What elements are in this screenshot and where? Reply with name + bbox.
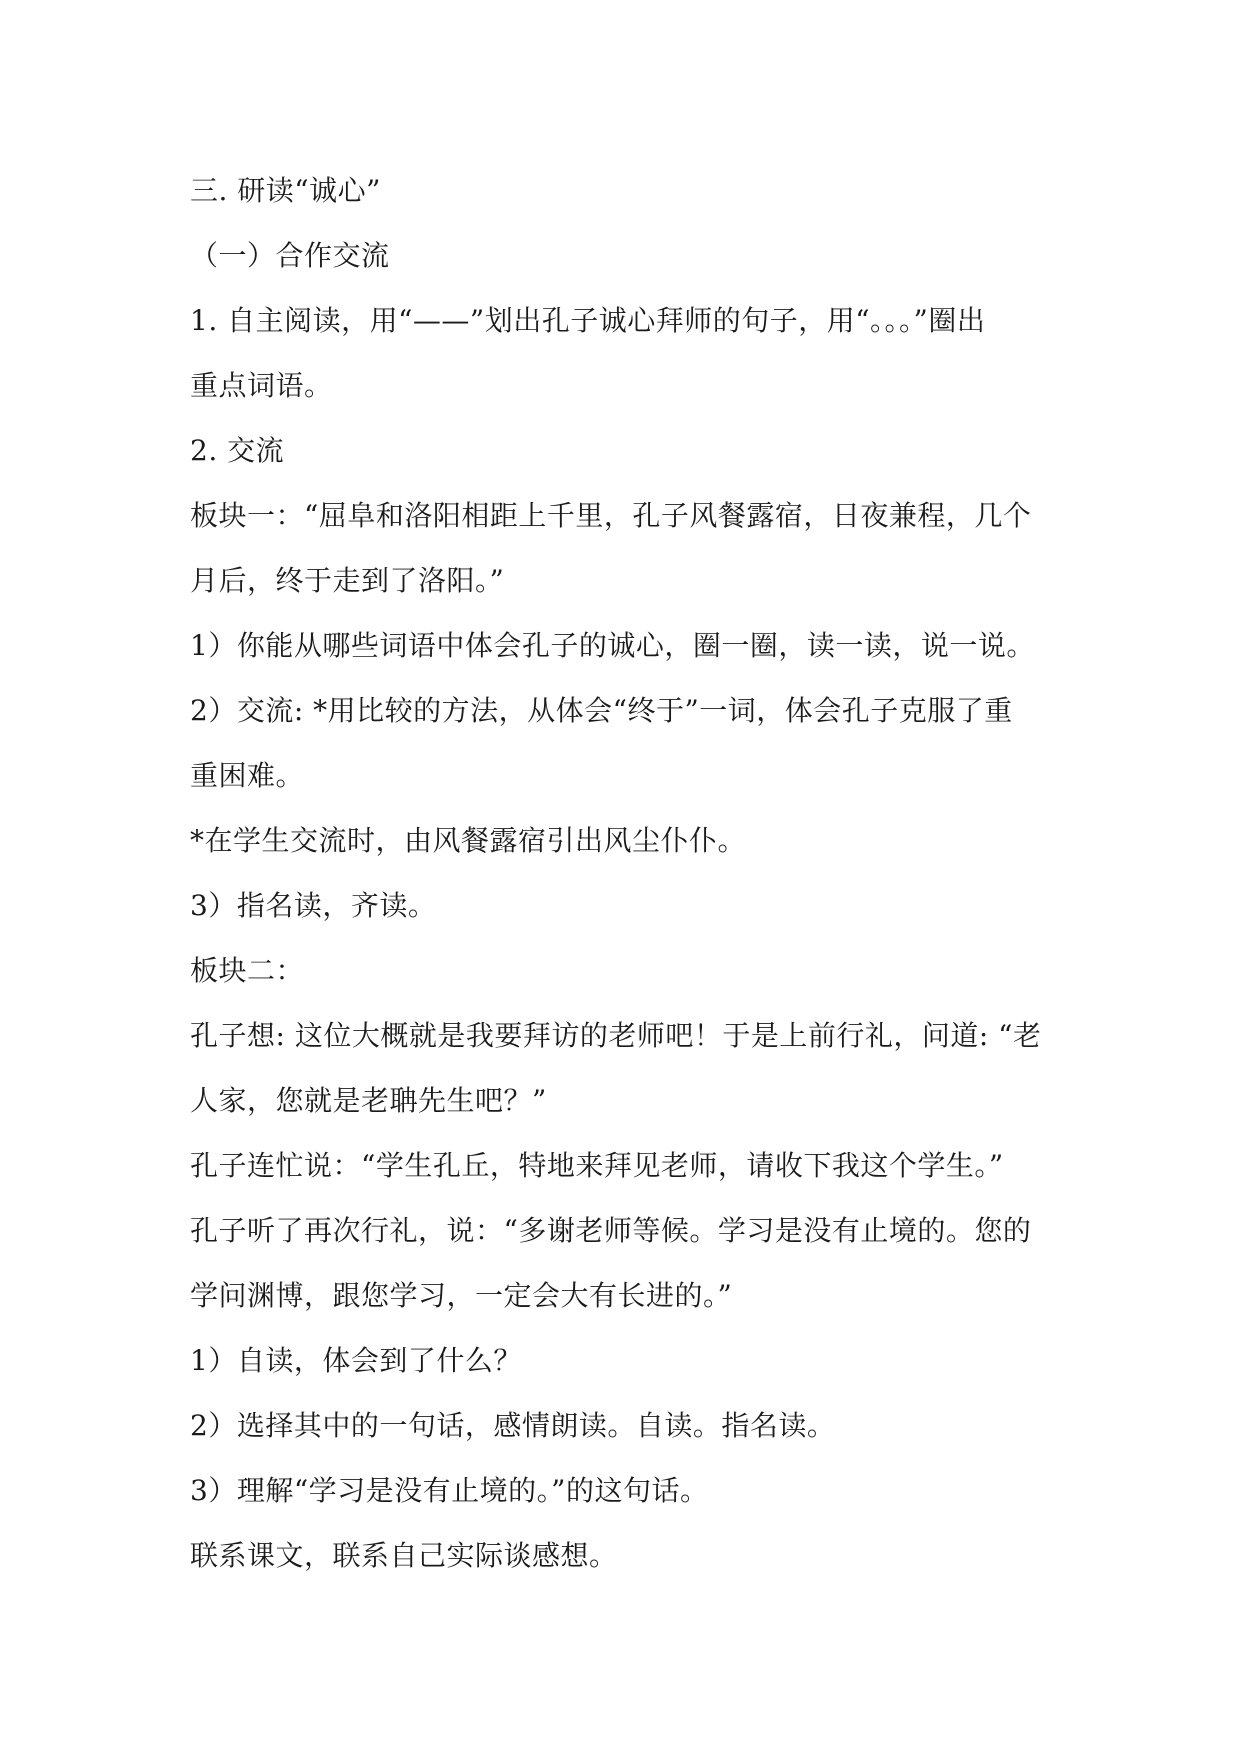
text-line: 学问渊博，跟您学习，一定会大有长进的。” <box>190 1279 733 1312</box>
document-body <box>190 158 1060 1588</box>
text-line: 1）自读，体会到了什么？ <box>190 1344 522 1377</box>
text-line: 重困难。 <box>190 759 305 792</box>
text-line: 孔子想: 这位大概就是我要拜访的老师吧！于是上前行礼，问道: “老 <box>190 1019 1042 1052</box>
text-line: 1）你能从哪些词语中体会孔子的诚心，圈一圈，读一读，说一说。 <box>190 629 1035 662</box>
text-line: 1. 自主阅读，用“——”划出孔子诚心拜师的句子，用“。。。”圈出 <box>190 304 986 337</box>
text-line: 3）理解“学习是没有止境的。”的这句话。 <box>190 1474 709 1507</box>
text-line: *在学生交流时，由风餐露宿引出风尘仆仆。 <box>190 824 747 857</box>
text-line: 2）选择其中的一句话，感情朗读。自读。指名读。 <box>190 1409 836 1442</box>
subsection-heading: （一）合作交流 <box>190 239 390 272</box>
text-line: 2）交流: *用比较的方法，从体会“终于”一词，体会孔子克服了重 <box>190 694 1013 727</box>
text-line: 2. 交流 <box>190 434 285 467</box>
text-line: 人家，您就是老聃先生吧？” <box>190 1084 547 1117</box>
text-line: 板块一：“屈阜和洛阳相距上千里，孔子风餐露宿，日夜兼程，几个 <box>190 499 1032 532</box>
text-line: 孔子听了再次行礼，说：“多谢老师等候。学习是没有止境的。您的 <box>190 1214 1032 1247</box>
text-line: 月后，终于走到了洛阳。” <box>190 564 505 597</box>
text-line: 孔子连忙说：“学生孔丘，特地来拜见老师，请收下我这个学生。” <box>190 1149 1004 1182</box>
section-heading: 三. 研读“诚心” <box>190 174 381 207</box>
text-line: 联系课文，联系自己实际谈感想。 <box>190 1539 618 1572</box>
text-line: 3）指名读，齐读。 <box>190 889 437 922</box>
text-line: 板块二： <box>190 954 305 987</box>
text-line: 重点词语。 <box>190 369 333 402</box>
